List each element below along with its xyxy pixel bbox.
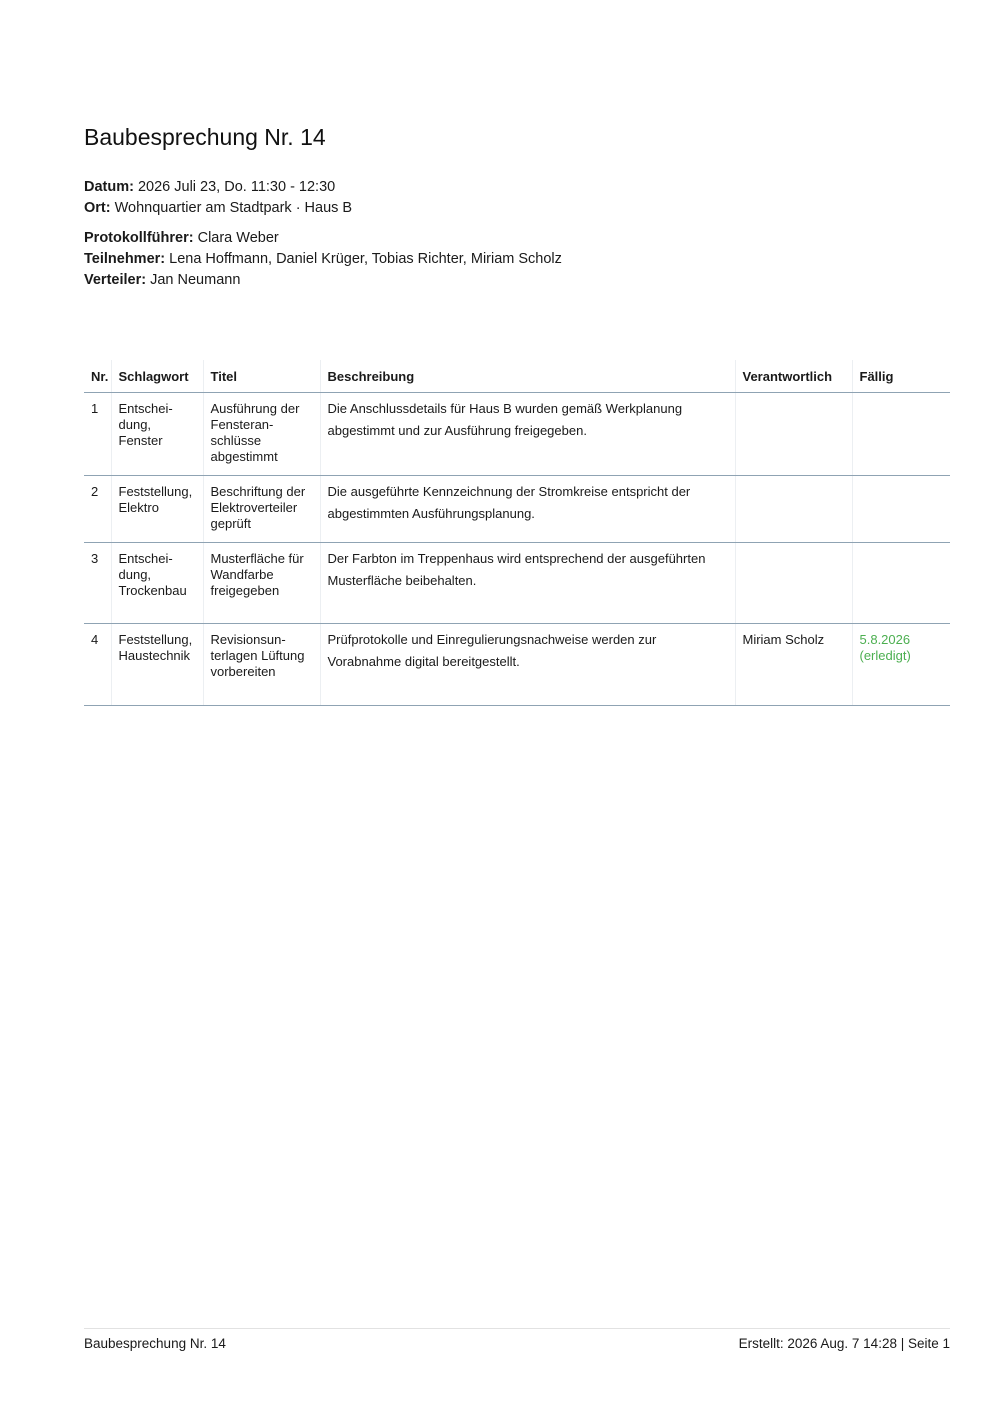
cell-titel: Musterfläche für Wandfarbe freigegeben — [203, 543, 320, 624]
cell-verantwortlich — [735, 476, 852, 543]
cell-beschreibung: Der Farbton im Treppenhaus wird entsprechend der ausgeführten Musterfläche beibehalten. — [320, 543, 735, 624]
meta-ort-value: Wohnquartier am Stadtpark · Haus B — [114, 200, 353, 216]
meta-teilnehmer — [84, 249, 562, 270]
page-title: Baubesprechung Nr. 14 — [84, 124, 326, 150]
header-titel: Titel — [203, 360, 320, 393]
meta-verteiler-value: Jan Neumann — [150, 272, 241, 288]
meta-datum-label: Datum: — [84, 179, 134, 195]
protocol-table — [84, 360, 950, 706]
cell-schlagwort: Feststellung, Elektro — [111, 476, 203, 543]
header-faellig: Fällig — [852, 360, 950, 393]
cell-faellig — [852, 476, 950, 543]
table-row — [84, 476, 950, 543]
meta-verteiler-label: Verteiler: — [84, 272, 147, 288]
cell-verantwortlich: Miriam Scholz — [735, 624, 852, 706]
meta-datum — [84, 177, 352, 198]
header-verantwortlich: Verantwortlich — [735, 360, 852, 393]
cell-faellig — [852, 543, 950, 624]
cell-titel: Beschriftung der Elektroverteiler geprüft — [203, 476, 320, 543]
cell-schlagwort: Entscheidung, Fenster — [111, 393, 203, 476]
meta-verteiler — [84, 270, 562, 291]
cell-nr: 4 — [84, 624, 111, 706]
meta-ort — [84, 198, 352, 219]
meta-teilnehmer-value: Lena Hoffmann, Daniel Krüger, Tobias Richter, Miriam Scholz — [169, 251, 562, 267]
footer-created: Erstellt: 2026 Aug. 7 14:28 | Seite 1 — [738, 1336, 950, 1351]
cell-nr: 3 — [84, 543, 111, 624]
cell-nr: 2 — [84, 476, 111, 543]
meta-datum-value: 2026 Juli 23, Do. 11:30 - 12:30 — [137, 179, 336, 195]
table-header-row — [84, 360, 950, 393]
footer-divider — [84, 1328, 950, 1329]
participants-info — [84, 228, 562, 291]
meta-ort-label: Ort: — [84, 200, 111, 216]
meta-teilnehmer-label: Teilnehmer: — [84, 251, 166, 267]
cell-schlagwort: Entscheidung, Trockenbau — [111, 543, 203, 624]
cell-faellig: 5.8.2026 (erledigt) — [852, 624, 950, 706]
cell-nr: 1 — [84, 393, 111, 476]
cell-beschreibung: Die ausgeführte Kennzeichnung der Stromkreise entspricht der abgestimmten Ausführungsplanung. — [320, 476, 735, 543]
meta-protokoll-value: Clara Weber — [197, 230, 279, 246]
cell-beschreibung: Prüfprotokolle und Einregulierungsnachweise werden zur Vorabnahme digital bereitgestellt. — [320, 624, 735, 706]
cell-beschreibung: Die Anschlussdetails für Haus B wurden gemäß Werkplanung abgestimmt und zur Ausführung freigegeben. — [320, 393, 735, 476]
cell-verantwortlich — [735, 393, 852, 476]
header-beschreibung: Beschreibung — [320, 360, 735, 393]
header-schlagwort: Schlagwort — [111, 360, 203, 393]
meta-protokoll — [84, 228, 562, 249]
meta-protokoll-label: Protokollführer: — [84, 230, 194, 246]
cell-titel: Revisionsunterlagen Lüftung vorbereiten — [203, 624, 320, 706]
footer-title: Baubesprechung Nr. 14 — [84, 1336, 226, 1351]
table-row — [84, 624, 950, 706]
table-row — [84, 543, 950, 624]
cell-verantwortlich — [735, 543, 852, 624]
header-nr: Nr. — [84, 360, 111, 393]
cell-schlagwort: Feststellung, Haustechnik — [111, 624, 203, 706]
table-row — [84, 393, 950, 476]
cell-faellig — [852, 393, 950, 476]
meeting-info — [84, 177, 352, 219]
cell-titel: Ausführung der Fensteranschlüsse abgestimmt — [203, 393, 320, 476]
